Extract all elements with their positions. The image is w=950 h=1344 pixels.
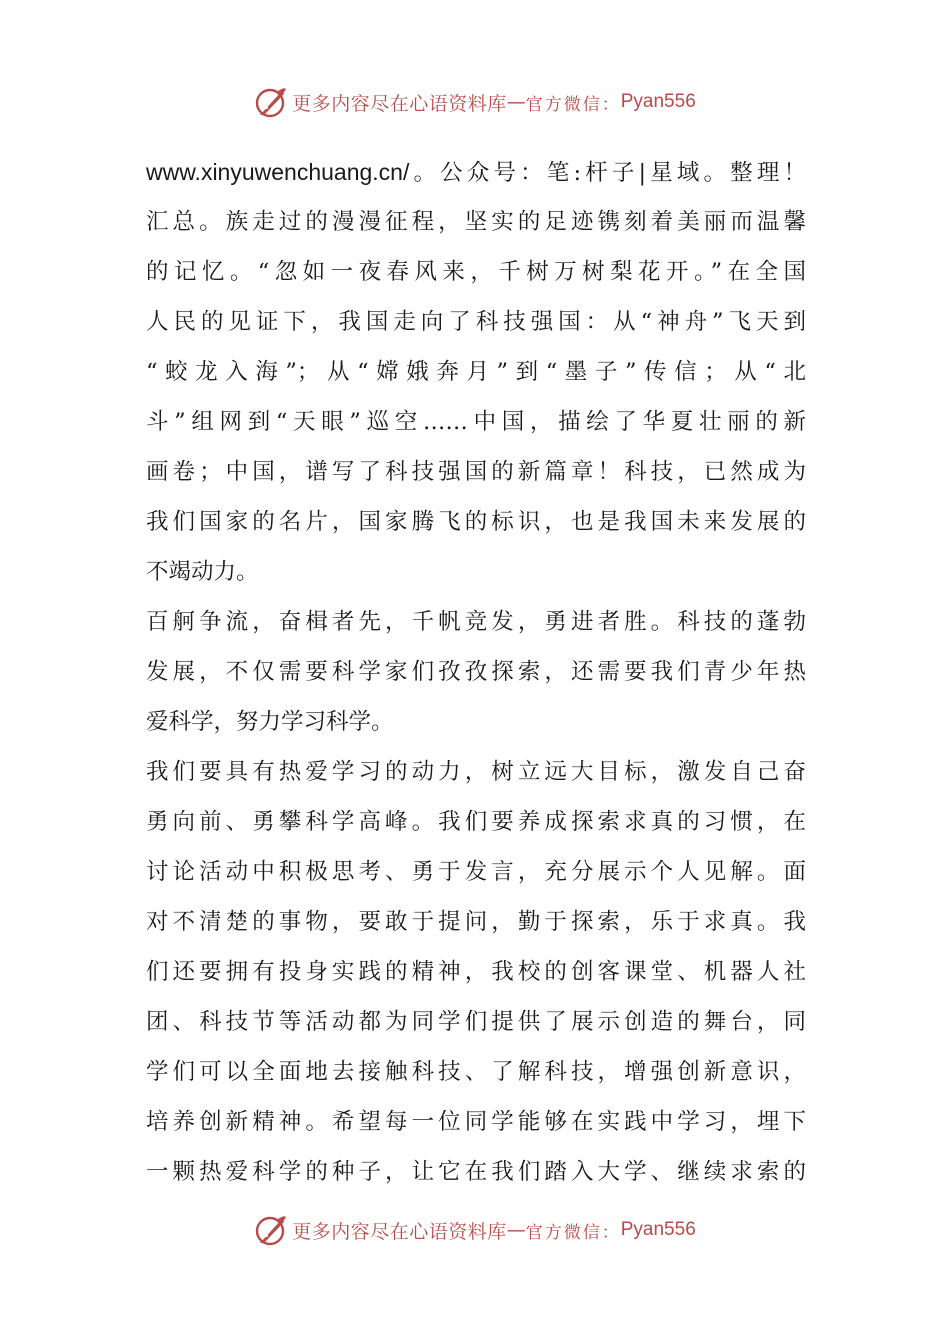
text-line: 不竭动力。 [146,559,259,585]
first-line [146,147,806,197]
text-line: 我们要具有热爱学习的动力，树立远大目标，激发自己奋 [146,759,806,785]
text-line: 的记忆。“忽如一夜春风来，千树万树梨花开。”在全国 [146,259,806,285]
banner-dash: — [506,91,526,113]
first-line-rest: 。公众号：笔:杆子|星域。整理！ [409,160,806,186]
banner-wechat-label: 官方微信： [525,1222,621,1243]
text-line: 对不清楚的事物，要敢于提问，勤于探索，乐于求真。我 [146,909,806,935]
text-line: 爱科学，努力学习科学。 [146,709,394,735]
document-body [146,147,806,1197]
text-line: 汇总。族走过的漫漫征程，坚实的足迹镌刻着美丽而温馨 [146,209,806,235]
quill-logo-icon [254,85,288,119]
text-line: 一颗热爱科学的种子，让它在我们踏入大学、继续求索的 [146,1159,806,1185]
banner-dash: — [506,1219,526,1241]
text-line: 学们可以全面地去接触科技、了解科技，增强创新意识， [146,1059,806,1085]
text-line: 画卷；中国，谱写了科技强国的新篇章！科技，已然成为 [146,459,806,485]
text-line: 讨论活动中积极思考、勇于发言，充分展示个人见解。面 [146,859,806,885]
text-line: 百舸争流，奋楫者先，千帆竞发，勇进者胜。科技的蓬勃 [146,609,806,635]
text-line: 团、科技节等活动都为同学们提供了展示创造的舞台，同 [146,1009,806,1035]
banner-brand: 更多内容尽在心语资料库 [292,1220,507,1243]
text-line: 发展，不仅需要科学家们孜孜探索，还需要我们青少年热 [146,659,806,685]
text-line: 人民的见证下，我国走向了科技强国：从“神舟”飞天到 [146,309,806,335]
quill-logo-icon [254,1213,288,1247]
text-line: 我们国家的名片，国家腾飞的标识，也是我国未来发展的 [146,509,806,535]
text-line: 勇向前、勇攀科学高峰。我们要养成探索求真的习惯，在 [146,809,806,835]
text-line: 斗”组网到“天眼”巡空……中国，描绘了华夏壮丽的新 [146,409,806,435]
website-url: www.xinyuwenchuang.cn/ [146,159,410,185]
footer-banner [0,1208,950,1252]
banner-brand: 更多内容尽在心语资料库 [292,92,507,115]
header-banner [0,80,950,124]
text-line: “蛟龙入海”；从“嫦娥奔月”到“墨子”传信；从“北 [146,359,806,385]
banner-wechat-id: Pyan556 [620,1219,696,1240]
banner-wechat-id: Pyan556 [620,91,696,112]
banner-wechat-label: 官方微信： [525,94,621,115]
text-line: 培养创新精神。希望每一位同学能够在实践中学习，埋下 [146,1109,806,1135]
text-line: 们还要拥有投身实践的精神，我校的创客课堂、机器人社 [146,959,806,985]
